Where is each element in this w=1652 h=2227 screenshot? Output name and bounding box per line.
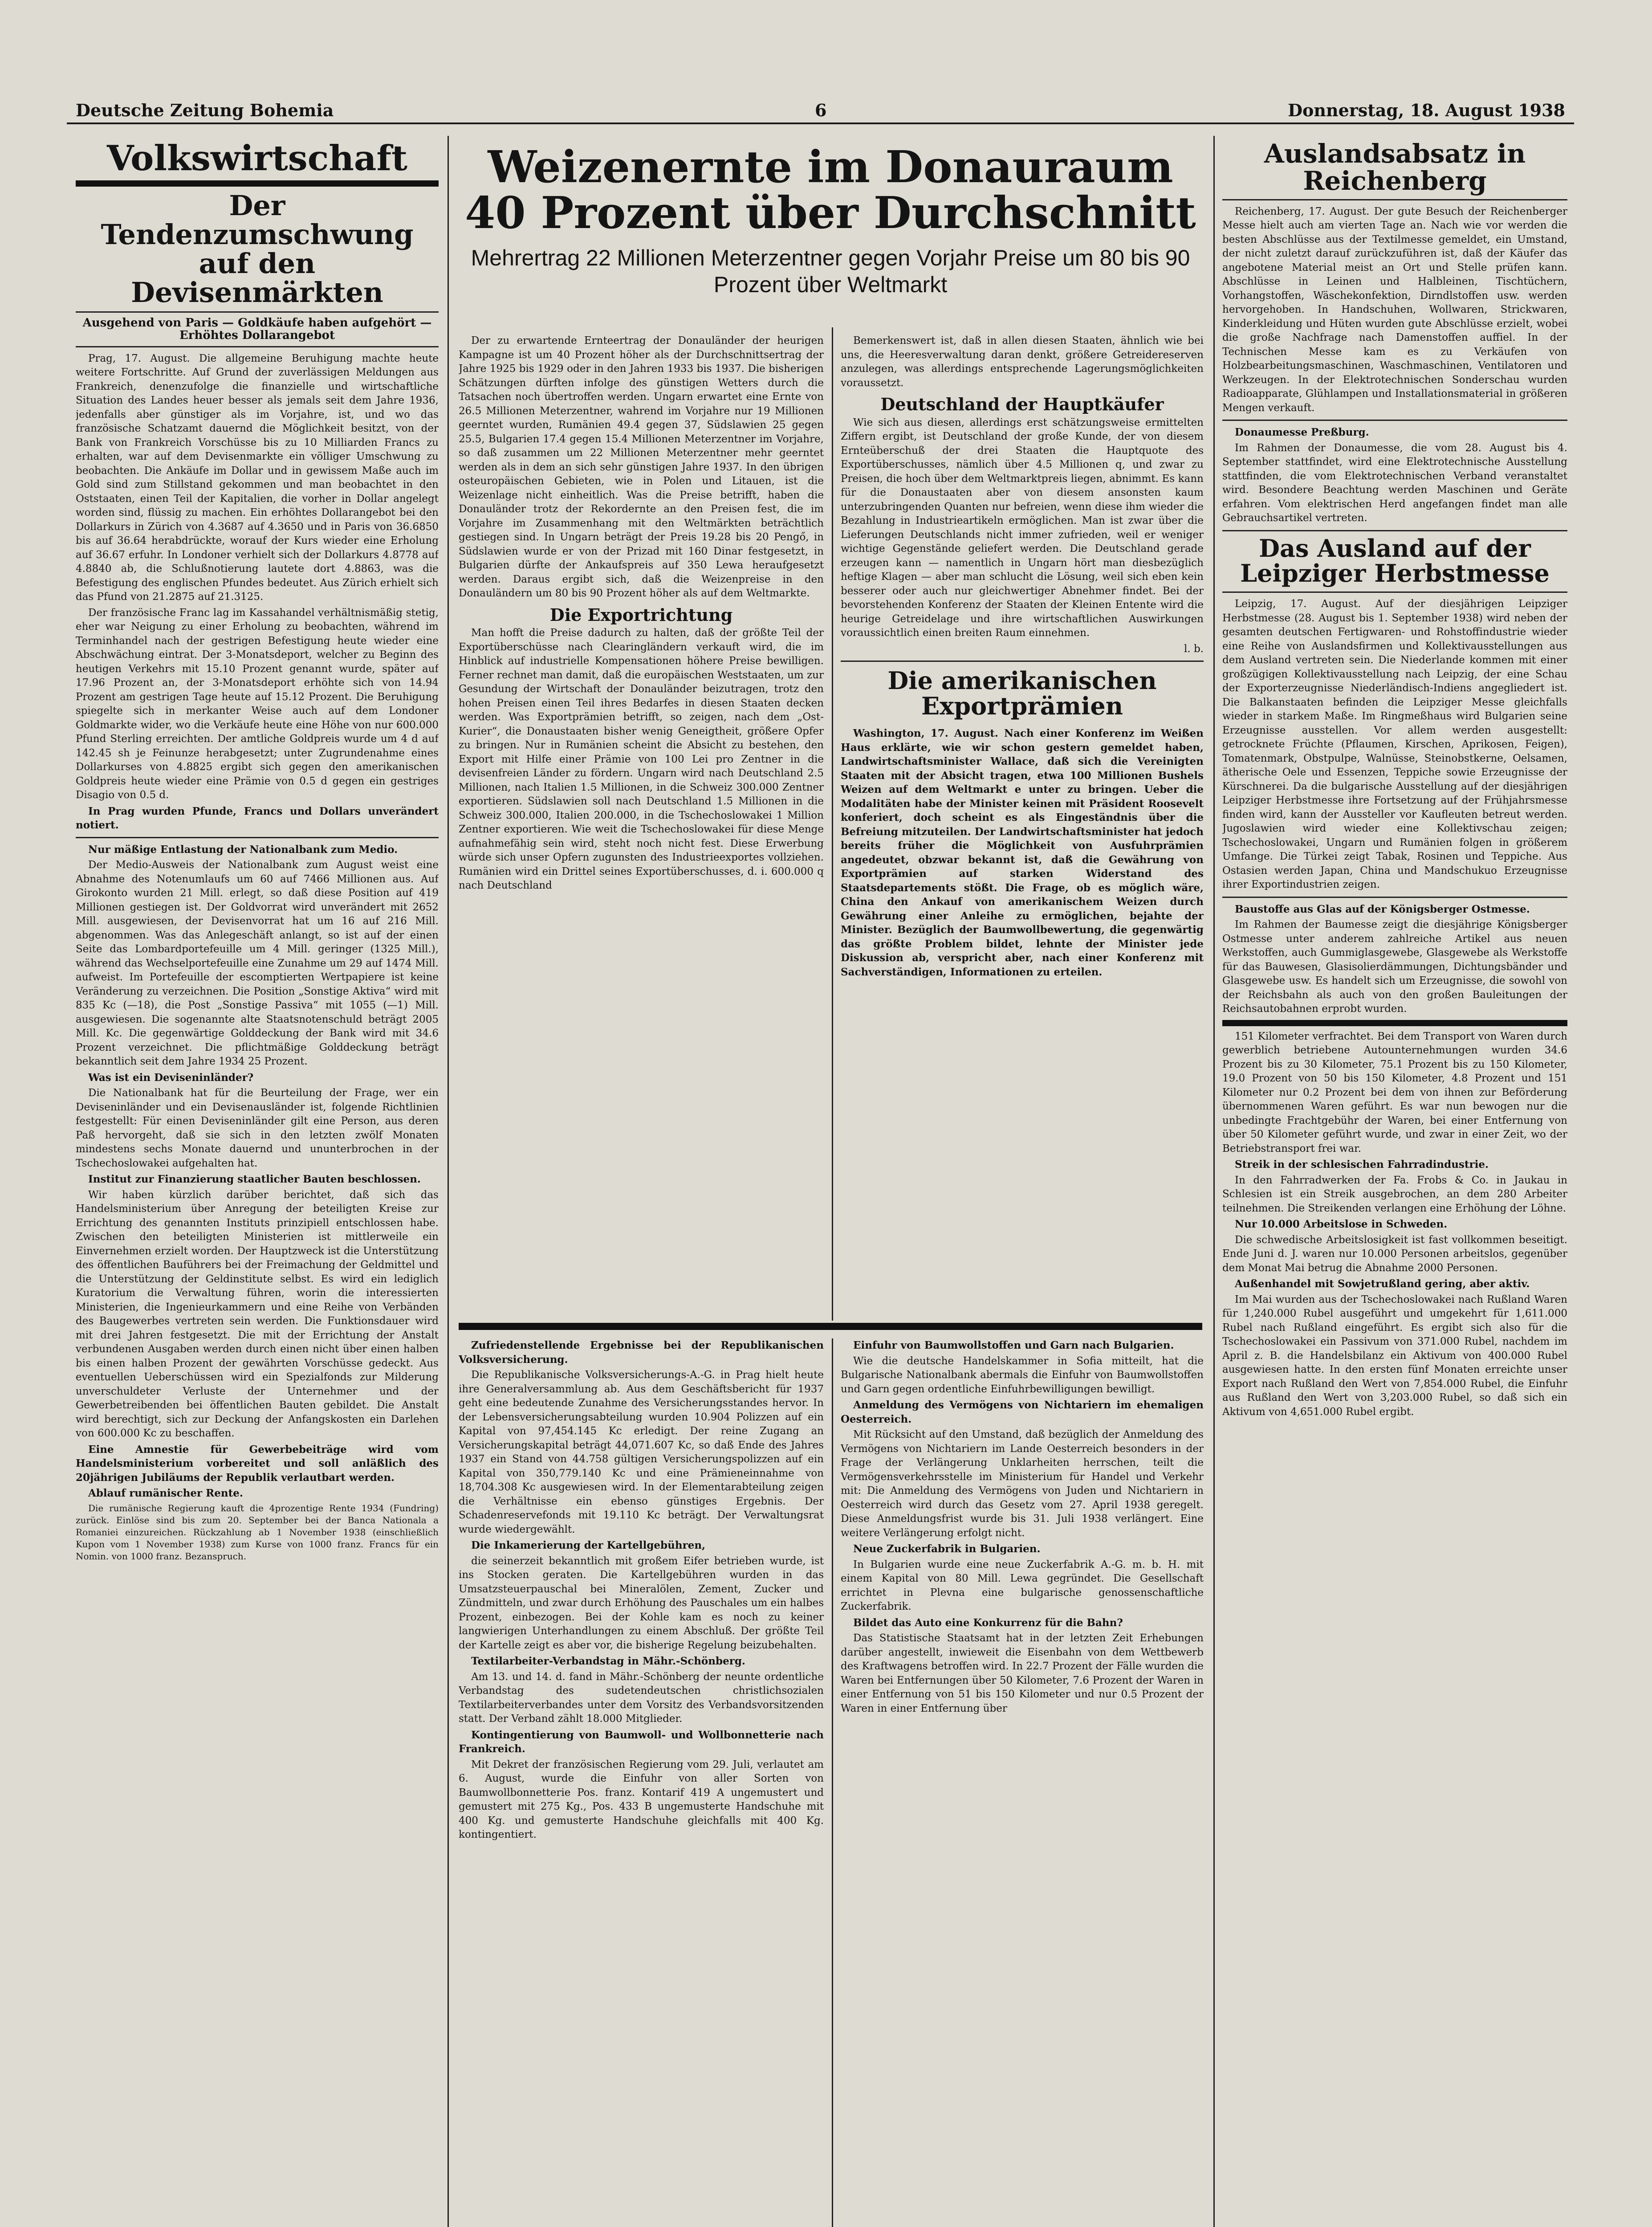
divider (1222, 530, 1567, 531)
paragraph: Reichenberg, 17. August. Der gute Besuch der Reichenberger Messe hielt auch am vierten Tage an. Nach wie vor werden die besten Abschlüsse aus der Textilmesse gemeldet, ein Umstand, der nicht zuletzt darauf zurückzuführen ist, daß der Käufer das angebotene Material meist an Ort und Stelle prüfen kann. Abschlüsse in Leinen und Halbleinen, Tischtüchern, Vorhangstoffen, Wäschekonfektion, Dirndlstoffen usw. werden hervorgehoben. In Handschuhen, Wollwaren, Strickwaren, Kinderkleidung und Hüten wurden gute Abschlüsse erzielt, wobei die große Nachfrage nach Damenstoffen auffiel. In der Technischen Messe kam es zu Verkäufen von Holzbearbeitungsmaschinen, Waschmaschinen, Ventilatoren und Werkzeugen. In der Elektrotechnischen Sonderschau wurden Radioapparate, Glühlampen und Installationsmaterial in größeren Mengen verkauft. (1222, 205, 1567, 414)
paragraph: Mit Rücksicht auf den Umstand, daß bezüglich der Anmeldung des Vermögens von Nichtariern im Lande Oesterreich besonders in der Frage der Verlängerung Unklarheiten herrschen, teilt die Vermögensverkehrsstelle im Ministerium für Handel und Verkehr mit: Die Anmeldung des Vermögens von Juden und Nichtariern in Oesterreich wird durch das Gesetz vom 27. April 1938 geregelt. Diese Anmeldungsfrist wurde bis 31. Juli 1938 verlängert. Eine weitere Verlängerung erfolgt nicht. (841, 1429, 1204, 1539)
main-headline: Weizenernte im Donauraum 40 Prozent über Durchschnitt (465, 142, 1196, 239)
section-bar (1222, 1020, 1567, 1026)
brief-headline: Bildet das Auto eine Konkurrenz für die Bahn? (853, 1616, 1123, 1629)
paragraph: Die rumänische Regierung kauft die 4prozentige Rente 1934 (Fundring) zurück. Einlöse sind bis zum 20. September bei der Banca Nationala a Romaniei einzureichen. Rückzahlung ab 1 November 1938 (einschließlich Kupon vom 1 November 1938) zum Kurse von 1000 franz. Francs für ein Nomin. von 1000 franz. Bezanspruch. (76, 1502, 439, 1562)
article-headline: Die amerikanischen Exportprämien (887, 666, 1157, 720)
paragraph: Das Statistische Staatsamt hat in der letzten Zeit Erhebungen darüber angestellt, inwieweit die Eisenbahn von dem Wettbewerb des Kraftwagens betroffen wird. In 22.7 Prozent der Fälle wurden die Waren bei Entfernungen über 50 Kilometer, 7.6 Prozent der Waren in einer Entfernung von 51 bis 150 Kilometer und nur 0.5 Prozent der Waren in einer Entfernung über (841, 1632, 1204, 1714)
center-column-a (459, 334, 824, 1318)
section-bar (76, 180, 439, 187)
brief-headline: Was ist ein Deviseninländer? (88, 1071, 254, 1084)
paragraph: Der Medio-Ausweis der Nationalbank zum August weist eine Abnahme des Notenumlaufs um 60 auf 7466 Millionen aus. Auf Girokonto wurden 21 Mill. erlegt, so daß diese Position auf 419 Millionen gestiegen ist. Der Goldvorrat wird unverändert mit 2652 Mill. ausgewiesen, der Devisenvorrat hat um 16 auf 216 Mill. abgenommen. Was das Anlegeschäft anlangt, so ist auf der einen Seite das Lombardportefeuille um 4 Mill. geringer (1325 Mill.), während das Wechselportefeuille eine Zunahme um 29 auf 1474 Mill. aufweist. Im Portefeuille der escomptierten Wertpapiere ist keine Veränderung zu verzeichnen. Die Position „Sonstige Aktiva“ wird mit 835 Kc (—18), die Post „Sonstige Passiva“ mit 1055 (—1) Mill. ausgewiesen. Die sogenannte alte Staatsnotenschuld beträgt 2005 Mill. Kc. Die gegenwärtige Golddeckung der Bank wird mit 34.6 Prozent verzeichnet. Die pflichtmäßige Golddeckung beträgt bekanntlich seit dem Jahre 1934 25 Prozent. (76, 859, 439, 1068)
divider (1222, 420, 1567, 421)
article-body (76, 352, 439, 1562)
brief-headline: Zufriedenstellende Ergebnisse bei der Republikanischen Volksversicherung. (459, 1339, 824, 1366)
paragraph: Die schwedische Arbeitslosigkeit ist fast vollkommen beseitigt. Ende Juni d. J. waren nur 10.000 Personen arbeitslos, gegenüber dem Monat Mai betrug die Abnahme 2000 Personen. (1222, 1234, 1567, 1274)
paragraph: Wie die deutsche Handelskammer in Sofia mitteilt, hat die Bulgarische Nationalbank abermals die Einfuhr von Baumwollstoffen und Garn gegen ordentliche Einfuhrbewilligungen bewilligt. (841, 1355, 1204, 1395)
subheading: Die Exportrichtung (549, 604, 733, 625)
column-rule (832, 1338, 833, 2227)
folio-masthead: Deutsche Zeitung Bohemia (76, 100, 334, 120)
divider (76, 346, 439, 347)
column-rule (832, 327, 833, 1321)
brief-headline: Nur mäßige Entlastung der Nationalbank zum Medio. (88, 843, 398, 856)
divider (1222, 199, 1567, 200)
article-headline: Das Ausland auf der Leipziger Herbstmesse (1240, 534, 1550, 588)
newspaper-page (67, 96, 1574, 2227)
article-headline: Auslandsabsatz in Reichenberg (1264, 140, 1526, 196)
divider (1222, 897, 1567, 898)
center-column-b (841, 334, 1204, 1318)
subheading: Deutschland der Hauptkäufer (880, 394, 1164, 414)
brief-headline: Eine Amnestie für Gewerbebeiträge wird vom Handelsministerium vorbereitet und soll anläßlich des 20jährigen Jubiläums der Republik verlautbart werden. (76, 1443, 439, 1484)
paragraph: Man hofft die Preise dadurch zu halten, daß der größte Teil der Exportüberschüsse nach Clearingländern verkauft wird, die im Hinblick auf industrielle Kompensationen höhere Preise bewilligen. Ferner rechnet man damit, daß die europäischen Weststaaten, um zur Gesundung der Wirtschaft der Donauländer beizutragen, trotz den hohen Preisen einen Teil ihres Bedarfes in diesen Staaten decken werden. Was Exportprämien betrifft, so zeigen, nach dem „Ost-Kurier“, die Donaustaaten bisher wenig Geneigtheit, größere Opfer zu bringen. Nur in Rumänien scheint die Absicht zu bestehen, den Export mit Hilfe einer Prämie von 100 Lei pro Zentner in die devisenfreien Länder zu fördern. Ungarn wird nach Deutschland 2.5 Millionen, nach Italien 1.5 Millionen, in die Schweiz 300.000 Zentner exportieren. Südslawien soll nach Deutschland 1.5 Millionen in die Schweiz 300.000, Italien 200.000, in die Tschechoslowakei 1 Million Zentner exportieren. Wie weit die Tschechoslowakei für diese Menge aufnahmefähig sein wird, steht noch nicht fest. Diese Erwerbung würde sich unser Opfern zugunsten des Industrieexportes vollziehen. Rumänien wird ein Drittel seines Exportüberschusses, d. i. 600.000 q nach Deutschland (459, 627, 824, 891)
article-body (459, 334, 824, 893)
paragraph: 151 Kilometer verfrachtet. Bei dem Transport von Waren durch gewerblich betriebene Autounternehmungen wurden 34.6 Prozent bis zu 30 Kilometer, 75.1 Prozent bis zu 150 Kilometer, 19.0 Prozent von 50 bis 150 Kilometer, 4.8 Prozent und 151 Kilometer nur 0.2 Prozent bei dem von ihnen zur Beförderung übernommenen Waren geführt. Es war nun bewogen nur die unbedingte Frachtgebühr der Waren, bei einer Entfernung von über 50 Kilometer geführt wurde, und zwar in einer Zeit, wo der Betriebstransport frei war. (1222, 1030, 1567, 1154)
brief-headline: Die Inkamerierung der Kartellgebühren, (471, 1539, 706, 1551)
column-rule (448, 136, 449, 2227)
paragraph: Die Republikanische Volksversicherungs-A.-G. in Prag hielt heute ihre Generalversammlung ab. Aus dem Geschäftsbericht für 1937 geht eine bedeutende Zunahme des Versicherungsstandes hervor. In der Lebensversicherungsabteilung wurden 10.904 Polizzen auf ein Kapital von 97,454.145 Kc erledigt. Der reine Zugang an Versicherungskapital beträgt 44,071.607 Kc, so daß Ende des Jahres 1937 ein Stand von 44.758 gültigen Versicherungspolizzen auf ein Kapital von 350,779.140 Kc und eine Prämieneinnahme von 18,704.308 Kc ausgewiesen wird. In der Elementarabteilung zeigen die Verhältnisse ein ebenso günstiges Ergebnis. Der Schadenreservefonds mit 19.110 Kc beträgt. Der Verwaltungsrat wurde wiedergewählt. (459, 1369, 824, 1535)
brief-headline: Nur 10.000 Arbeitslose in Schweden. (1235, 1218, 1448, 1231)
byline: l. b. (1184, 643, 1204, 655)
paragraph: In Bulgarien wurde eine neue Zuckerfabrik A.-G. m. b. H. mit einem Kapital von 80 Mill. Lewa gegründet. Die Gesellschaft errichtet in Plevna eine bulgarische genossenschaftliche Zuckerfabrik. (841, 1558, 1204, 1612)
brief-headline: Ablauf rumänischer Rente. (88, 1487, 243, 1500)
bottom-column-b (841, 1338, 1204, 2227)
paragraph: In Prag wurden Pfunde, Francs und Dollars unverändert notiert. (76, 805, 439, 832)
brief-headline: Einfuhr von Baumwollstoffen und Garn nach Bulgarien. (853, 1339, 1174, 1351)
column-volkswirtschaft (76, 140, 439, 2227)
divider (76, 837, 439, 838)
divider (76, 311, 439, 313)
brief-headline: Kontingentierung von Baumwoll- und Wollbonnetterie nach Frankreich. (459, 1729, 824, 1755)
paragraph: Der französische Franc lag im Kassahandel verhältnismäßig stetig, eher war Neigung zu einer Erholung zu beobachten, während im Terminhandel nach der gestrigen Befestigung heute wieder eine Abschwächung eintrat. Der 3-Monatsdeport, welcher zu Beginn des heutigen Verkehrs mit 15.10 Prozent genannt wurde, später auf 17.96 Prozent an, der 3-Monatsdeport erhöhte sich von 14.94 Prozent am gestrigen Tage heute auf 15.12 Prozent. Die Beruhigung spiegelte sich in merkanter Weise auch auf dem Londoner Goldmarkte wider, wo die Verkäufe heute eine Höhe von nur 600.000 Pfund Sterling erreichten. Der amtliche Goldpreis wurde um 4 d auf 142.45 sh je Feinunze herabgesetzt; unter Zugrundenahme eines Dollarkurses von 4.8825 ergibt sich gegen den amerikanischen Goldpreis heute wieder eine Prämie von 0.5 d gegen ein gestriges Disagio von 0.5 d. (76, 607, 439, 801)
brief-headline: Neue Zuckerfabrik in Bulgarien. (853, 1543, 1041, 1555)
brief-headline: Textilarbeiter-Verbandstag in Mähr.-Schönberg. (471, 1655, 745, 1667)
divider (1222, 591, 1567, 593)
article-headline: Der Tendenzumschwung auf den Devisenmärkten (101, 189, 414, 309)
paragraph: Washington, 17. August. Nach einer Konferenz im Weißen Haus erklärte, wie wir schon gestern gemeldet haben, Landwirtschaftsminister Wallace, daß sich die Vereinigten Staaten mit der Absicht tragen, etwa 100 Millionen Bushels Weizen auf dem Weltmarkt e unter zu bringen. Ueber die Modalitäten habe der Minister keinen mit Präsident Roosevelt konferiert, doch scheint es als Eingeständnis über die Befreiung mitzuteilen. Der Landwirtschaftsminister hat jedoch bereits früher die Möglichkeit von Ausfuhrprämien angedeutet, obzwar bekannt ist, daß die Gewährung von Exportprämien auf starken Widerstand des Staatsdepartements stößt. Die Frage, ob es möglich wäre, China den Ankauf von amerikanischem Weizen durch Gewährung einer Anleihe zu ermöglichen, bejahte der Minister. Bezüglich der Baumwollbewertung, die gegenwärtig das größte Problem bildet, lehnte der Minister jede Diskussion ab, verspricht aber, nach einer Konferenz mit Sachverständigen, Informationen zu erteilen. (841, 727, 1204, 978)
section-bar (459, 1323, 1202, 1330)
main-deck: Mehrertrag 22 Millionen Meterzentner gegen Vorjahr Preise um 80 bis 90 Prozent über Weltmarkt (471, 245, 1190, 297)
folio-line (67, 96, 1574, 124)
paragraph: Bemerkenswert ist, daß in allen diesen Staaten, ähnlich wie bei uns, die Heeresverwaltung daran denkt, größere Getreidereserven anzulegen, was allerdings entsprechende Lagerungsmöglichkeiten voraussetzt. (841, 335, 1204, 389)
article-body (841, 1338, 1204, 1716)
paragraph: In den Fahrradwerken der Fa. Frobs & Co. in Jaukau in Schlesien ist ein Streik ausgebrochen, an dem 280 Arbeiter teilnehmen. Die Streikenden verlangen eine Erhöhung der Löhne. (1222, 1174, 1567, 1214)
brief-headline: Baustoffe aus Glas auf der Königsberger Ostmesse. (1235, 903, 1530, 915)
paragraph: die seinerzeit bekanntlich mit großem Eifer betrieben wurde, ist ins Stocken geraten. Die Kartellgebühren wurden in das Umsatzsteuerpauschal bei Mineralölen, Zement, Zucker und Zündmitteln, und zwar durch Erhöhung des Pauschales um ein halbes Prozent, einbezogen. Bei der Kohle kam es noch zu keiner langwierigen Unterhandlungen zu einem Abschluß. Der größte Teil der Kartelle zeigt es aber vor, die bisherige Regelung beizubehalten. (459, 1555, 824, 1651)
bottom-column-a (459, 1338, 824, 2227)
center-headline-block (459, 140, 1202, 327)
folio-date: Donnerstag, 18. August 1938 (1288, 100, 1565, 120)
article-body (841, 334, 1204, 979)
brief-headline: Außenhandel mit Sowjetrußland gering, aber aktiv. (1235, 1278, 1530, 1290)
article-body (1222, 205, 1567, 1419)
paragraph: Die Nationalbank hat für die Beurteilung der Frage, wer ein Deviseninländer und ein Devisenausländer ist, folgende Richtlinien festgestellt: Für einen Deviseninländer gilt eine Person, aus deren Paß hervorgeht, daß sie sich in den letzten zwölf Monaten mindestens sechs Monate dauernd und ununterbrochen in der Tschechoslowakei aufgehalten hat. (76, 1087, 439, 1169)
divider (841, 661, 1204, 662)
column-right (1222, 140, 1567, 2227)
paragraph: Am 13. und 14. d. fand in Mähr.-Schönberg der neunte ordentliche Verbandstag des sudetendeutschen christlichsozialen Textilarbeiterverbandes unter dem Vorsitz des Verbandsvorsitzenden statt. Der Verband zählt 18.000 Mitglieder. (459, 1671, 824, 1725)
paragraph: Im Mai wurden aus der Tschechoslowakei nach Rußland Waren für 1,240.000 Rubel ausgeführt und umgekehrt für 1,611.000 Rubel nach Rußland eingeführt. Es ergibt sich also für die Tschechoslowakei ein Passivum von 371.000 Rubel, nachdem im April z. B. die Handelsbilanz ein Aktivum von 400.000 Rubel ausgewiesen hatte. In den ersten fünf Monaten erreichte unser Export nach Rußland den Wert von 7,854.000 Rubel, die Einfuhr aus Rußland den Wert von 3,203.000 Rubel, so daß sich ein Aktivum von 4,651.000 Rubel ergibt. (1222, 1293, 1567, 1418)
article-deck: Ausgehend von Paris — Goldkäufe haben aufgehört — Erhöhtes Dollarangebot (82, 316, 432, 342)
paragraph: Im Rahmen der Donaumesse, die vom 28. August bis 4. September stattfindet, wird eine Elektrotechnische Ausstellung stattfinden, die vom Elektrotechnischen Verband veranstaltet wird. Besondere Beachtung werden Maschinen und Geräte erfahren. Vom elektrischen Herd angefangen findet man alle Gebrauchsartikel vertreten. (1222, 442, 1567, 524)
paragraph: Leipzig, 17. August. Auf der diesjährigen Leipziger Herbstmesse (28. August bis 1. September 1938) wird neben der gesamten deutschen Fertigwaren- und Rohstoffindustrie wieder eine Reihe von Auslandsfirmen und Kollektivausstellungen aus dem Ausland vertreten sein. Die Niederlande kommen mit einer großzügigen Kollektivausstellung nach Leipzig, der eine Schau der Exporterzeugnisse Niederländisch-Indiens angegliedert ist. Die Balkanstaaten befinden die Leipziger Messe gleichfalls wieder in starkem Maße. Im Ringmeßhaus wird Bulgarien seine Erzeugnisse ausstellen. Vor allem werden ausgestellt: getrocknete Früchte (Pflaumen, Kirschen, Aprikosen, Feigen), Tomatenmark, Obstpulpe, Walnüsse, Steinobstkerne, Oelsamen, ätherische Oele und Essenzen, Teppiche sowie Erzeugnisse der Kürschnerei. Da die bulgarische Ausstellung auf der diesjährigen Leipziger Herbstmesse ihre Fortsetzung auf der Frühjahrsmesse finden wird, kann der Aussteller vor Kaufleuten betreut werden. Jugoslawien wird wieder eine Kollektivschau zeigen; Tschechoslowakei, Ungarn und Rumänien folgen in größerem Umfange. Die Türkei zeigt Tabak, Rosinen und Teppiche. Aus Ostasien werden Japan, China und Mandschukuo Erzeugnisse ihrer Exportindustrien zeigen. (1222, 598, 1567, 891)
paragraph: Wie sich aus diesen, allerdings erst schätzungsweise ermittelten Ziffern ergibt, ist Deutschland der große Kunde, der von diesem Ernteüberschuß der drei Staaten die Hauptquote des Exportüberschusses, nämlich über 4.5 Millionen q, und zwar zu Preisen, die hoch über dem Weltmarktpreis liegen, abnimmt. Es kann für die Donaustaaten aber von diesem ansonsten kaum unterzubringenden Quanten nur befreien, wenn diese ihm wieder die Bezahlung in Industrieartikeln ermöglichen. Man ist zwar über die Lieferungen Deutschlands nicht immer zufrieden, weil er weniger wichtige Gegenstände geliefert werden. Die Deutschland gerade erzeugen kann — namentlich in Ungarn hört man diesbezüglich heftige Klagen — aber man schlucht die Lösung, weil sich eben kein besserer oder auch nur gleichwertiger Abnehmer findet. Bei der bevorstehenden Konferenz der Staaten der Kleinen Entente wird die heurige Getreidelage und ihre wirtschaftlichen Auswirkungen voraussichtlich einen breiten Raum einnehmen. (841, 416, 1204, 639)
brief-headline: Donaumesse Preßburg. (1235, 426, 1369, 439)
paragraph: Wir haben kürzlich darüber berichtet, daß sich das Handelsministerium über Anregung der beteiligten Kreise zur Errichtung des genannten Instituts prinzipiell entschlossen habe. Zwischen den beteiligten Ministerien ist mittlerweile ein Einvernehmen erzielt worden. Der Hauptzweck ist die Unterstützung des öffentlichen Bauführers bei der Freimachung der Geldmittel und die Unterstützung der Geldinstitute selbst. Es wird ein lediglich Kuratorium die Verwaltung führen, worin die interessierten Ministerien, die Ingenieurkammern und eine Reihe von Verbänden des Baugewerbes vertreten sein werden. Die Funktionsdauer wird mit drei Jahren festgesetzt. Die mit der Errichtung der Anstalt verbundenen Ausgaben werden durch einen nicht über einen halben bis einen halben Prozent der gewährten Vorschüsse gedeckt. Aus eventuellen Ueberschüssen wird ein Spezialfonds zur Milderung unverschuldeter Verluste der Unternehmer und der Gewerbetreibenden bei öffentlichen Bauten gebildet. Die Anstalt wird berechtigt, sich zur Deckung der Anfangskosten ein Darlehen von 600.000 Kc zu beschaffen. (76, 1189, 439, 1440)
paragraph: Im Rahmen der Baumesse zeigt die diesjährige Königsberger Ostmesse unter anderem zahlreiche Artikel aus neuen Werkstoffen, auch Gummiglasgewebe, Glasgewebe als Werkstoffe für das Bauwesen, Glasisolierdämmungen, Dichtungsbänder und Glasgewebe usw. Es handelt sich um Erzeugnisse, die sowohl von der Reichsbahn als auch von den großen Bauleitungen der Reichsautobahnen erprobt wurden. (1222, 919, 1567, 1015)
article-body (459, 1338, 824, 1842)
paragraph: Prag, 17. August. Die allgemeine Beruhigung machte heute weitere Fortschritte. Auf Grund der zuverlässigen Meldungen aus Frankreich, denenzufolge die finanzielle und wirtschaftliche Situation des Landes heuer besser als jemals seit dem Jahre 1936, jedenfalls aber günstiger als im Vorjahre, ist, und wo das französische Schatzamt dauernd die Möglichkeit besitzt, von der Bank von Frankreich Vorschüsse bis zu 10 Milliarden Francs zu erhalten, war auf dem Devisenmarkte ein völliger Umschwung zu beobachten. Die Ankäufe im Dollar und in gewissem Maße auch im Gold sind zum Stillstand gekommen und man beobachtet in den Oststaaten, einen Teil der Kapitalien, die vorher in Dollar angelegt worden sind, flüssig zu machen. Ein erhöhtes Dollarangebot bei den Dollarkurs in Zürich von 4.3687 auf 4.3650 und in Paris von 36.6850 bis auf 36.64 herabdrückte, worauf der Kurs wieder eine Erholung auf 36.67 erfuhr. In Londoner verhielt sich der Dollarkurs 4.8778 auf 4.8840 ab, die Schlußnotierung lautete dort 4.8863, was die Befestigung des englischen Pfundes bedeutet. Aus Zürich erhielt sich das Pfund von 21.2875 auf 21.3125. (76, 352, 439, 603)
column-rule (1213, 136, 1215, 2227)
paragraph: Mit Dekret der französischen Regierung vom 29. Juli, verlautet am 6. August, wurde die Einfuhr von aller Sorten von Baumwollbonnetterie Pos. franz. Kontarif 419 A ungemustert und gemustert mit 275 Kg., Pos. 433 B ungemusterte Handschuhe mit 400 Kg. und gemusterte Handschuhe gleichfalls mit 400 Kg. kontingentiert. (459, 1758, 824, 1840)
folio-page-number: 6 (815, 100, 827, 120)
brief-headline: Institut zur Finanzierung staatlicher Bauten beschlossen. (88, 1173, 421, 1186)
brief-headline: Anmeldung des Vermögens von Nichtariern im ehemaligen Oesterreich. (841, 1399, 1204, 1425)
paragraph: Der zu erwartende Ernteertrag der Donauländer der heurigen Kampagne ist um 40 Prozent höher als der Durchschnittsertrag der Jahre 1925 bis 1929 oder in den Jahren 1933 bis 1937. Die bisherigen Schätzungen dürften infolge des günstigen Wetters durch die Tatsachen noch übertroffen werden. Ungarn erwartet eine Ernte von 26.5 Millionen Meterzentner, wahrend im Vorjahre nur 19 Millionen geerntet wurden, Rumänien 49.4 gegen 37, Südslawien 25 gegen 25.5, Bulgarien 17.4 gegen 15.4 Millionen Meterzentner im Vorjahre, so daß zusammen um 22 Millionen Meterzentner mehr geerntet werden als in dem an sich sehr günstigen Jahre 1937. In den übrigen osteuropäischen Gebieten, wie in Polen und Litauen, ist die Weizenlage nicht einheitlich. Was die Preise betrifft, haben die Donauländer trotz der Rekordernte an den Preisen fest, die im Vorjahre im Zusammenhang mit den Weltmärkten beträchtlich gestiegen sind. In Ungarn beträgt der Preis 19.28 bis 20 Pengő, in Südslawien wurde er von der Prizad mit 160 Dinar festgesetzt, in Bulgarien dürfte der Ankaufspreis auf 350 Lewa heraufgesetzt werden. Daraus ergibt sich, daß die Weizenpreise in den Donauländern um 80 bis 90 Prozent höher als auf dem Weltmarkte. (459, 335, 824, 599)
brief-headline: Streik in der schlesischen Fahrradindustrie. (1235, 1158, 1489, 1171)
section-title: Volkswirtschaft (106, 140, 408, 179)
